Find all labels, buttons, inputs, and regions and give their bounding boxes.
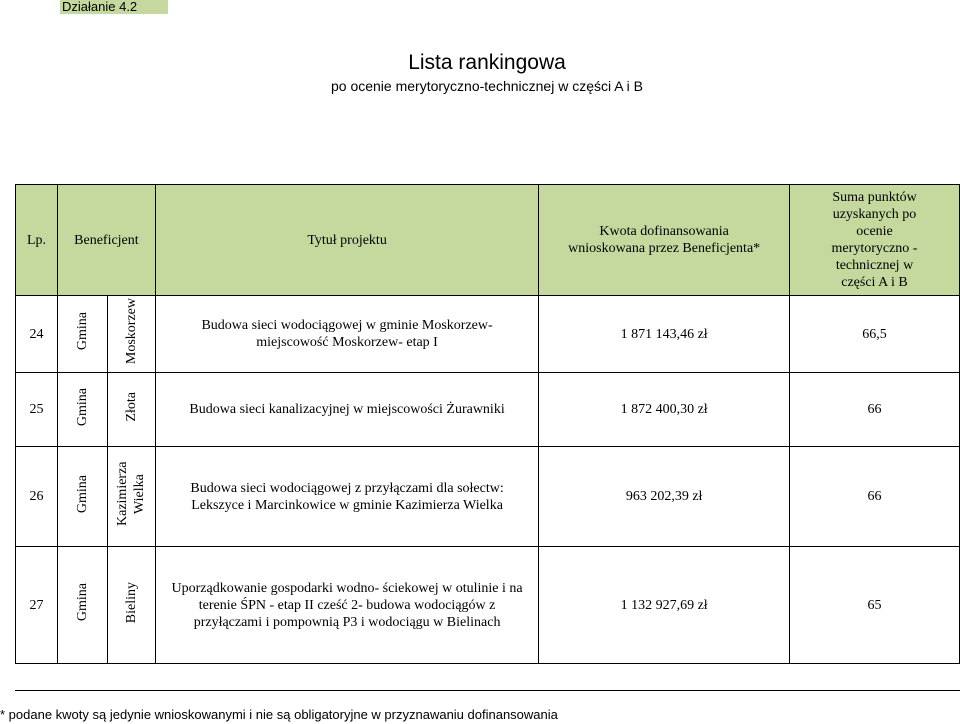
row-kwota: 1 872 400,30 zł [539,373,790,447]
table-row [16,296,960,373]
ranking-table [15,184,960,664]
row-typ-cell [57,547,107,664]
row-punkty: 66,5 [790,296,960,373]
row-punkty: 65 [790,547,960,664]
header-kwota: Kwota dofinansowania wnioskowana przez Beneficjenta* [539,185,790,296]
header-tytul: Tytuł projektu [155,185,538,296]
row-nazwa-cell [107,447,155,547]
page-subtitle: po ocenie merytoryczno-technicznej w części A i B [330,78,644,94]
row-tytul: Budowa sieci kanalizacyjnej w miejscowości Żurawniki [155,373,538,447]
row-nazwa-cell [107,547,155,664]
header-suma: Suma punktów uzyskanych po ocenie merytoryczno -technicznej w części A i B [790,185,960,296]
row-typ: Gmina [74,583,90,622]
table-row [16,447,960,547]
page-title: Lista rankingowa [408,51,566,74]
row-typ: Gmina [74,474,90,514]
row-nazwa: Kazimierza Wielka [115,461,148,527]
row-tytul: Budowa sieci wodociągowej z przyłączami dla sołectw: Lekszyce i Marcinkowice w gminie Kazimierza Wielka [155,447,538,547]
row-lp: 24 [16,296,58,373]
table-row [16,547,960,664]
row-typ-cell [57,373,107,447]
row-punkty: 66 [790,447,960,547]
header-beneficjent: Beneficjent [57,185,155,296]
row-nazwa: Bieliny [123,581,139,624]
table-header-row [16,185,960,296]
table-row [16,373,960,447]
row-typ: Gmina [74,387,90,427]
header-lp: Lp. [16,185,58,296]
row-nazwa-cell [107,373,155,447]
row-lp: 26 [16,447,58,547]
row-lp: 25 [16,373,58,447]
row-tytul: Uporządkowanie gospodarki wodno- ściekowej w otulinie i na terenie ŚPN - etap II cześć 2- budowa wodociągów z przyłączami i pompownią P3 i wodociągu w Bielinach [155,547,538,664]
row-nazwa: Złota [123,392,139,422]
row-typ: Gmina [74,312,90,351]
section-label: Działanie 4.2 [60,0,168,14]
row-kwota: 963 202,39 zł [539,447,790,547]
row-kwota: 1 871 143,46 zł [539,296,790,373]
row-nazwa: Moskorzew [123,298,139,365]
footnote: * podane kwoty są jedynie wnioskowanymi i nie są obligatoryjne w przyznawaniu dofinansowania [0,707,558,722]
row-typ-cell [57,447,107,547]
bottom-divider [15,690,960,691]
row-tytul: Budowa sieci wodociągowej w gminie Moskorzew- miejscowość Moskorzew- etap I [155,296,538,373]
row-punkty: 66 [790,373,960,447]
row-nazwa-cell [107,296,155,373]
row-kwota: 1 132 927,69 zł [539,547,790,664]
row-typ-cell [57,296,107,373]
row-lp: 27 [16,547,58,664]
